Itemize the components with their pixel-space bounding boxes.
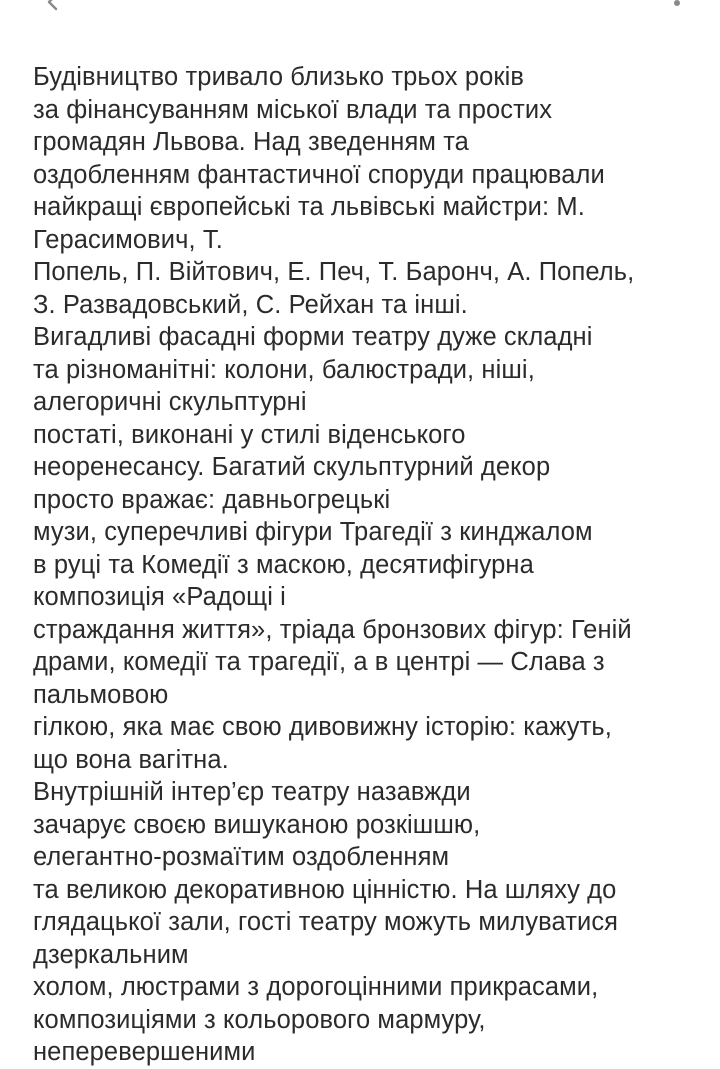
article-line: за фінансуванням міської влади та простих	[33, 95, 553, 124]
article-line: композиція «Радощі і	[33, 583, 286, 611]
article-line: композиціями з кольорового мармуру,	[33, 1005, 486, 1034]
article-line: Герасимович, Т.	[33, 225, 223, 254]
article-line: просто вражає: давньогрецькі	[33, 485, 391, 514]
article-line: зачарує своєю вишуканою розкішшю,	[33, 810, 481, 839]
article-line: Вигадливі фасадні форми театру дуже складні	[33, 323, 593, 351]
article-line: Попель, П. Війтович, Е. Печ, Т. Баронч, А. Попель,	[33, 258, 635, 286]
article-line: дзеркальним	[33, 940, 189, 969]
article-line: глядацької зали, гості театру можуть милуватися	[33, 908, 619, 936]
article-line: пальмовою	[33, 680, 169, 709]
chevron-left-icon[interactable]	[40, 0, 62, 12]
article-line: страждання життя», тріада бронзових фігур: Геній	[33, 615, 632, 644]
article-line: Будівництво тривало близько трьох років	[33, 63, 525, 91]
article-line: в руці та Комедії з маскою, десятифігурна	[33, 550, 534, 579]
article-line: Внутрішній інтер’єр театру назавжди	[33, 778, 471, 806]
more-vertical-icon[interactable]	[670, 0, 684, 14]
article-line: постаті, виконані у стилі віденського	[33, 420, 466, 449]
article-line: елегантно-розмаїтим оздобленням	[33, 843, 450, 871]
article-line: неперевершеними	[33, 1038, 256, 1066]
top-bar	[0, 0, 720, 20]
article-line: оздобленням фантастичної споруди працювали	[33, 160, 605, 189]
article-line: та великою декоративною цінністю. На шляху до	[33, 875, 617, 904]
article-line: холом, люстрами з дорогоцінними прикрасами,	[33, 973, 599, 1001]
article-line: гілкою, яка має свою дивовижну історію: кажуть,	[33, 713, 612, 741]
article-line: музи, суперечливі фігури Трагедії з кинджалом	[33, 518, 593, 546]
article-line: алегоричні скульптурні	[33, 388, 307, 416]
article-line: З. Развадовський, С. Рейхан та інші.	[33, 290, 468, 319]
article-line: що вона вагітна.	[33, 745, 229, 774]
article-line: громадян Львова. Над зведенням та	[33, 128, 469, 156]
article-line: драми, комедії та трагедії, а в центрі — Слава з	[33, 648, 605, 676]
article-text	[33, 61, 703, 1069]
article-line: та різноманітні: колони, балюстради, ніші,	[33, 355, 535, 384]
article-line: найкращі європейські та львівські майстри: М.	[33, 193, 585, 221]
article-line: неоренесансу. Багатий скульптурний декор	[33, 453, 551, 481]
